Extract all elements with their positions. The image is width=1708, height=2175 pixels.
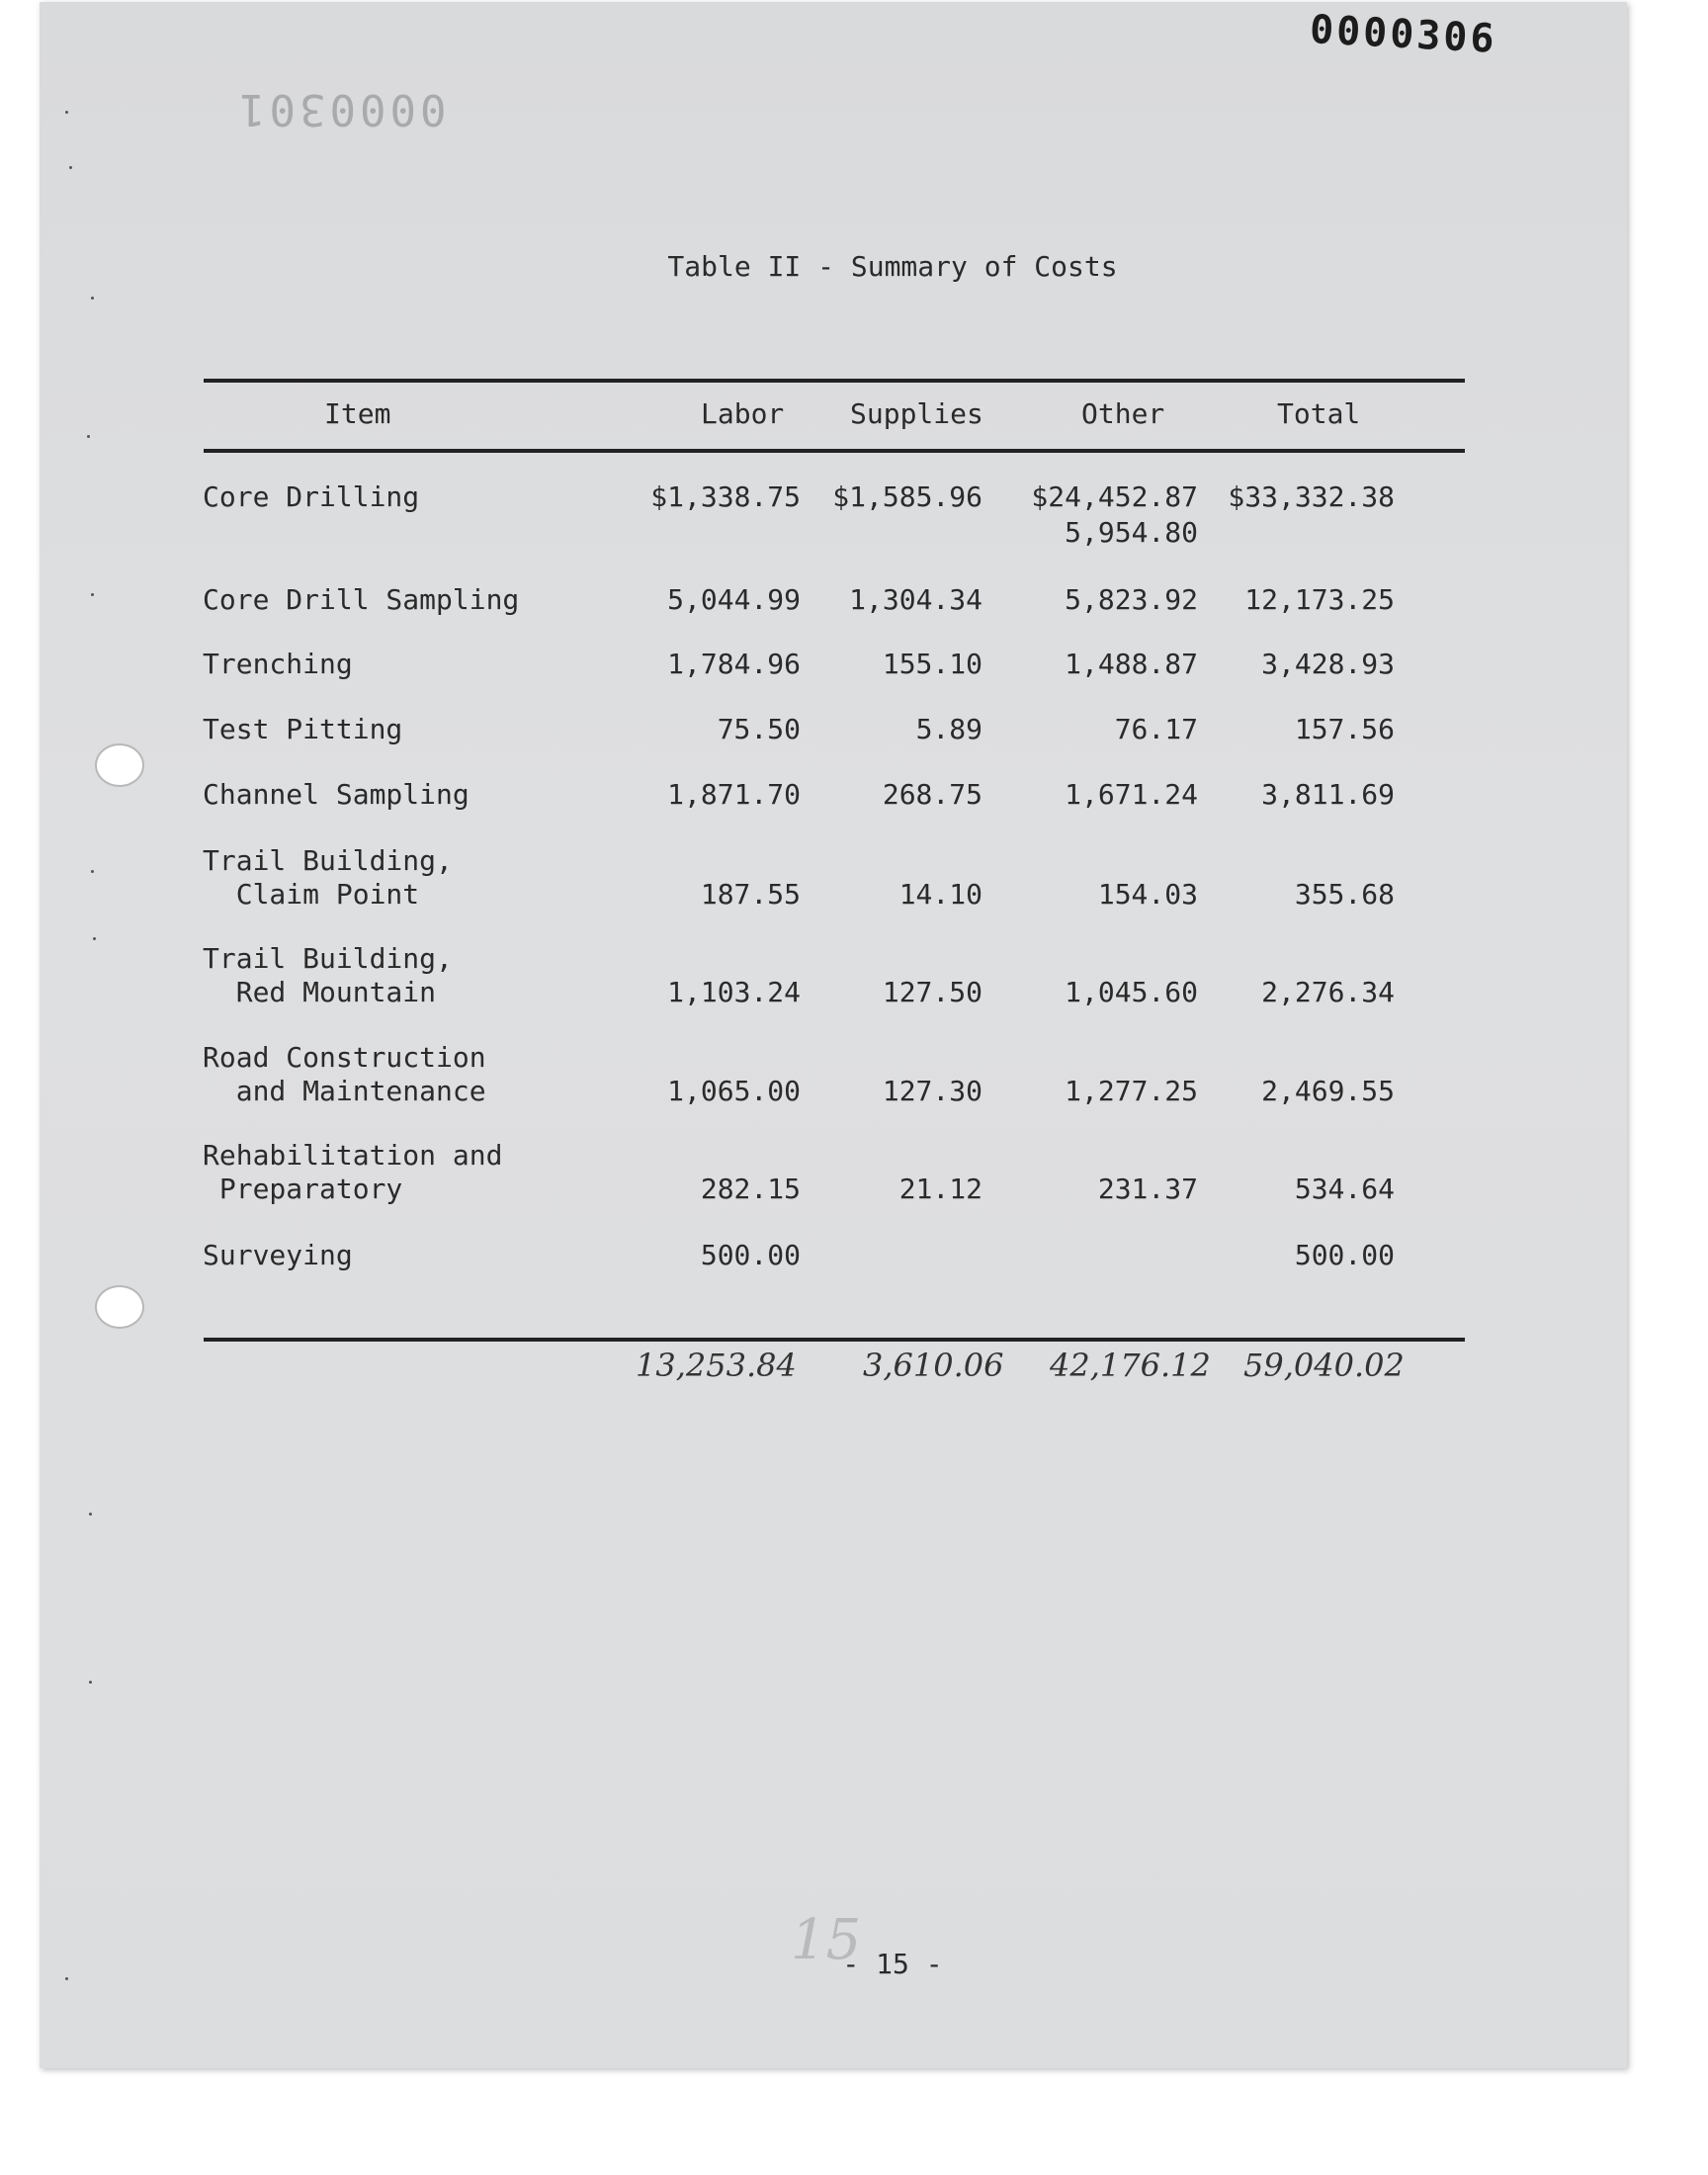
punch-hole (95, 1285, 144, 1329)
row-item-label: Channel Sampling (203, 778, 470, 811)
row-item-label: Red Mountain (203, 976, 437, 1008)
handwritten-total-labor: 13,253.84 (636, 1347, 797, 1384)
row-other: $24,452.87 (1031, 480, 1198, 513)
row-supplies: 155.10 (882, 648, 982, 680)
speck (91, 870, 94, 873)
handwritten-total-total: 59,040.02 (1243, 1347, 1405, 1384)
row-supplies: $1,585.96 (832, 480, 982, 513)
row-total: 3,428.93 (1261, 648, 1395, 680)
row-labor: 75.50 (717, 713, 801, 745)
handwritten-total-supplies: 3,610.06 (863, 1347, 1004, 1384)
row-labor: 1,784.96 (667, 648, 801, 680)
row-item-label: Core Drilling (203, 480, 420, 513)
row-item-label: Trail Building, (203, 942, 453, 975)
handwritten-page-number: 15 (791, 1908, 862, 1972)
row-other: 1,488.87 (1065, 648, 1198, 680)
header-supplies: Supplies (850, 397, 983, 430)
row-total: 355.68 (1294, 878, 1395, 911)
row-item-label: and Maintenance (203, 1075, 486, 1107)
speck (65, 111, 68, 114)
row-total: 12,173.25 (1244, 583, 1395, 616)
row-item-label: Road Construction (203, 1041, 486, 1074)
row-item-label: Core Drill Sampling (203, 583, 520, 616)
row-total: 3,811.69 (1261, 778, 1395, 811)
row-total: 500.00 (1294, 1239, 1395, 1271)
header-labor: Labor (701, 397, 785, 430)
row-supplies: 127.30 (882, 1075, 982, 1107)
row-other: 5,823.92 (1065, 583, 1198, 616)
row-other: 1,671.24 (1065, 778, 1198, 811)
table-bottom-rule (204, 1338, 1465, 1342)
header-item: Item (324, 397, 391, 430)
speck (91, 297, 94, 300)
speck (87, 435, 90, 438)
row-item-label: Claim Point (203, 878, 420, 911)
row-supplies: 268.75 (882, 778, 982, 811)
row-supplies: 5.89 (915, 713, 982, 745)
row-supplies: 21.12 (898, 1173, 982, 1205)
header-other: Other (1081, 397, 1165, 430)
document-page (40, 2, 1627, 2068)
row-other: 1,045.60 (1065, 976, 1198, 1008)
row-total: 157.56 (1294, 713, 1395, 745)
page-number: - 15 - (842, 1948, 943, 1980)
row-total: 2,469.55 (1261, 1075, 1395, 1107)
speck (93, 937, 96, 940)
row-other-second: 5,954.80 (1065, 516, 1198, 549)
row-labor: 1,871.70 (667, 778, 801, 811)
document-id-stamp: 0000306 (1308, 7, 1498, 62)
row-labor: 5,044.99 (667, 583, 801, 616)
punch-hole (95, 743, 144, 787)
row-other: 154.03 (1097, 878, 1198, 911)
row-labor: $1,338.75 (650, 480, 801, 513)
speck (89, 1681, 92, 1684)
table-header-rule (204, 449, 1465, 453)
row-labor: 187.55 (700, 878, 801, 911)
row-total: 534.64 (1294, 1173, 1395, 1205)
row-labor: 282.15 (700, 1173, 801, 1205)
row-item-label: Preparatory (203, 1173, 403, 1205)
row-item-label: Rehabilitation and (203, 1139, 503, 1172)
row-supplies: 14.10 (898, 878, 982, 911)
header-total: Total (1277, 397, 1361, 430)
row-supplies: 127.50 (882, 976, 982, 1008)
row-labor: 1,065.00 (667, 1075, 801, 1107)
speck (89, 1513, 92, 1516)
speck (65, 1977, 68, 1980)
table-title: Table II - Summary of Costs (667, 250, 1118, 283)
speck (69, 166, 72, 169)
table-top-rule (204, 379, 1465, 383)
row-item-label: Trenching (203, 648, 353, 680)
handwritten-total-other: 42,176.12 (1050, 1347, 1211, 1384)
row-other: 76.17 (1114, 713, 1198, 745)
row-supplies: 1,304.34 (849, 583, 982, 616)
row-item-label: Trail Building, (203, 844, 453, 877)
row-labor: 1,103.24 (667, 976, 801, 1008)
row-item-label: Surveying (203, 1239, 353, 1271)
row-other: 1,277.25 (1065, 1075, 1198, 1107)
row-item-label: Test Pitting (203, 713, 403, 745)
row-total: $33,332.38 (1228, 480, 1395, 513)
speck (91, 593, 94, 596)
faded-id-stamp: 0000301 (235, 84, 447, 134)
row-labor: 500.00 (700, 1239, 801, 1271)
row-other: 231.37 (1097, 1173, 1198, 1205)
row-total: 2,276.34 (1261, 976, 1395, 1008)
